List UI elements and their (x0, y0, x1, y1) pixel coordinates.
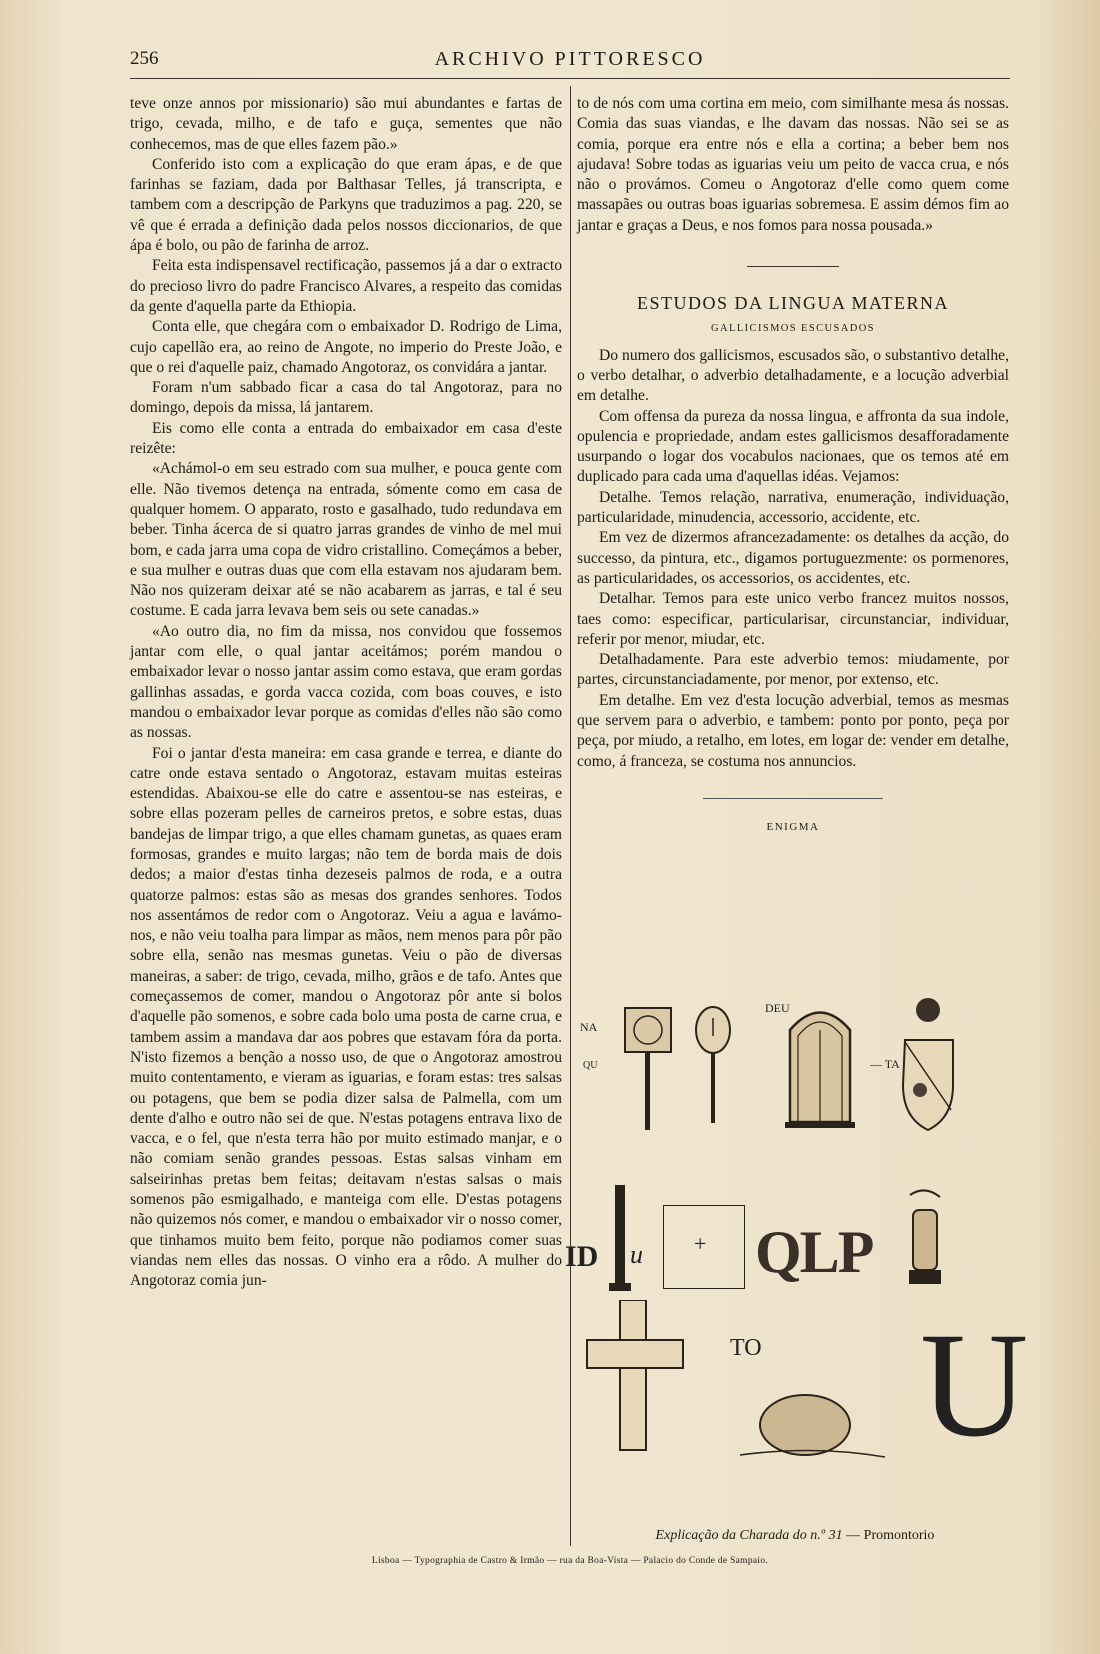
column-icon (615, 1185, 625, 1290)
paragraph: Detalhar. Temos para este unico verbo francez muitos nossos, taes como: especificar, particularisar, circunstanciar, individuar, referir por menor, miudar, etc. (577, 590, 1009, 648)
right-column (577, 94, 1009, 837)
explanation-label: Explicação da Charada do n.º 31 (655, 1528, 843, 1543)
section-subtitle: GALLICISMOS ESCUSADOS (711, 323, 875, 335)
shield-icon (903, 1040, 953, 1130)
paragraph: teve onze annos por missionario) são mui abundantes e fartas de trigo, cevada, milho, e de tafo e guça, sementes que não conhecemos, mas de que elles fazem pão.» (130, 95, 562, 153)
paragraph: Em detalhe. Em vez d'esta locução adverbial, temos as mesmas que servem para o adverbio, e tambem: ponto por ponto, peça por peça, por miudo, a retalho, em lotes, em logar de: vender em detalhe, como, á franceza, se costuma nos annuncios. (577, 691, 1009, 770)
rebus-to: TO (730, 1335, 762, 1361)
paragraph: «Achámol-o em seu estrado com sua mulher, e pouca gente com elle. Não tivemos detença na entrada, sómente como em casa de qualquer homem. O apparato, rosto e gasalhado, tudo redundava em beber. Tinha ácerca de si quatro jarras grandes de vinho de mel mui bom, e cada jarra uma copa de vidro cristallino. Começámos a beber, e sua mulher e outras duas que com ella estavam nos ajudaram bem. Não nos quizeram deixar até se não acabarem as jarras, e tal é seu costume. E cada jarra levava bem seis ou sete canadas.» (130, 460, 562, 620)
explanation-answer: — Promontorio (846, 1528, 935, 1543)
enigma-title: ENIGMA (766, 820, 820, 833)
page-number: 256 (130, 48, 159, 69)
printer-footer: Lisboa — Typographia de Castro & Irmão — rua da Boa-Vista — Palacio do Conde de Sampaio. (371, 1556, 769, 1566)
rebus-lamp-drawing (895, 1185, 955, 1295)
paragraph: Eis como elle conta a entrada do embaixador em casa d'este reizête: (130, 419, 562, 458)
rebus-ta: — TA (870, 1057, 900, 1071)
paragraph: Foi o jantar d'esta maneira: em casa grande e terrea, e diante do catre onde estava sentado o Angotoraz, estavam muitas esteiras estendidas. Abaixou-se elle do catre e assentou-se nas esteiras, e sobre ellas pozeram pelles de carneiros pretos, e sobre estas, duas bandejas de limpar trigo, a que elles chamam gunetas, as quaes eram formosas, grandes e muito largas; não tem de borda mais de dois dedos; a maior d'estas tinha dezeseis palmos de roda, e a outra quatorze palmos: estas são as mesas dos grandes senhores. Todos nos assentámos de redor com o Angotoraz. Veiu a agua e lavámo-nos, e não veiu toalha para limpar as mãos, nem menos para pôr pão sobre ella, senão nas mesmas gunetas. Veiu o pão de diversas maneiras, a saber: de trigo, cevada, milho, grãos e de tafo. Antes que começassemos de comer, mandou o Angotoraz pôr ante si bolos d'aquelle pão somenos, e sobre cada bolo uma posta de carne crua, e tambem assim a mandava dar aos pobres que estavam fóra da porta. N'isto fizemos a benção a nosso uso, de que o Angotoraz amostrou muito contentamento, e vieram as iguarias, e foram estas: tres salsas ou potagens, que bem se podia dizer salsa de Palmella, com um dente d'alho e outro não sei de que. N'estas potagens entrava lixo de vacca, e o fel, que n'esta terra hão por muito estimado manjar, e o não comiam senão grandes pessoas. Estas salsas vinham em salseirinhas pretas bem feitas; deitavam n'estas salsas o mais somenos pão esmigalhado, e manteiga com elle. D'estas potagens não quizemos nós comer, e mandou o embaixador vir o nosso comer, que tinhamos muito bem feito, porque não podiamos comer suas viandas nem elles das nossas. O vinho era a rôdo. A mulher do Angotoraz comia jun- (130, 744, 562, 1290)
crest-head-icon (916, 998, 940, 1022)
signpost-board-icon (625, 1008, 671, 1052)
rebus-plus: + (694, 1231, 707, 1256)
paragraph: Conta elle, que chegára com o embaixador D. Rodrigo de Lima, cujo capellão era, ao reino de Angote, no imperio do Preste João, e que o rei d'aquelle paiz, chamado Angotoraz, os convidára a jantar. (130, 318, 562, 376)
paragraph: to de nós com uma cortina em meio, com similhante mesa ás nossas. Comia das suas viandas, e lhe davam das nossas. Não sei se as comia, porque era entre nós e ella a cortina; a beber bem nos ajudava! Sobre todas as iguarias veiu um peito de vacca crua, e nós não o provámos. Comeu o Angotoraz d'elle como quem come massapães ou outras boas iguarias sobremesa. E assim démos fim ao jantar e graças a Deus, e nos fomos para nossa pousada.» (577, 95, 1009, 234)
paragraph: «Ao outro dia, no fim da missa, nos convidou que fossemos jantar com elle, o qual jantar aceitámos; porém mandou o embaixador levar o nosso jantar assim como estava, que eram gordas gallinhas assadas, e gorda vacca cozida, com boas couves, e isto mandou o embaixador levar porque as comidas d'elles não são como as nossas. (130, 622, 562, 742)
paragraph: Com offensa da pureza da nossa lingua, e affronta da sua indole, opulencia e propriedade, andam estes gallicismos desafforadamente usurpando o logar dos vocabulos nacionaes, que os temos até em duplicado para cada uma d'aquellas idéas. Vejamos: (577, 407, 1009, 486)
cross-icon (620, 1300, 646, 1450)
rebus-na: NA (580, 1020, 598, 1034)
rebus-id: ID (565, 1240, 599, 1273)
lamp-icon (913, 1210, 937, 1270)
rebus-deu: DEU (765, 1001, 790, 1015)
page-header (130, 48, 1010, 78)
dish-icon (760, 1395, 850, 1455)
paragraph: Foram n'um sabbado ficar a casa do tal Angotoraz, para no domingo, depois da missa, lá jantarem. (130, 379, 562, 417)
charade-explanation (580, 1528, 1010, 1544)
rebus-u: u (630, 1240, 643, 1269)
paragraph: Conferido isto com a explicação do que eram ápas, e de que farinhas se faziam, dada por Balthasar Telles, já transcripta, e tambem com a descripção de Parkyns que traduzimos a pag. 220, se vê que é errada a definição dada pelos nossos diccionarios, de que ápa é bolo, ou pão de farinha de arroz. (130, 155, 562, 255)
section-title: ESTUDOS DA LINGUA MATERNA (636, 293, 949, 314)
paragraph: Detalhadamente. Para este adverbio temos: miudamente, por partes, circunstanciadamente, por menor, por extenso, etc. (577, 651, 1009, 689)
rebus-big-u: U (920, 1302, 1029, 1468)
rebus-qu: QU (583, 1060, 598, 1071)
left-column (130, 94, 562, 1292)
enigma-rebus (565, 990, 1029, 1535)
rebus-frame (663, 1205, 745, 1289)
paragraph: Em vez de dizermos afrancezadamente: os detalhes da acção, do successo, da pintura, etc., digamos portuguezmente: os pormenores, as particularidades, os accessorios, os accidentes, etc. (577, 529, 1009, 587)
column-divider (570, 86, 571, 1546)
rebus-row1-drawing (615, 990, 955, 1170)
paragraph: Do numero dos gallicismos, escusados são, o substantivo detalhe, o verbo detalhar, o adverbio detalhadamente, e a locução adverbial em detalhe. (577, 346, 1009, 405)
rebus-cross-drawing (585, 1300, 695, 1455)
paragraph: Feita esta indispensavel rectificação, passemos já a dar o extracto do precioso livro do padre Francisco Alvares, a respeito das comidas da gente d'aquella parte da Ethiopia. (130, 257, 562, 315)
journal-title: ARCHIVO PITTORESCO (434, 48, 706, 70)
right-column-continuation (577, 94, 1009, 236)
paragraph: Detalhe. Temos relação, narrativa, enumeração, individuação, particularidade, minudencia, accessorio, accidente, etc. (577, 488, 1009, 527)
enigma-separator (703, 798, 883, 799)
section-body (577, 346, 1009, 772)
rebus-qlp: QLP (755, 1219, 873, 1285)
header-rule (130, 78, 1010, 79)
rebus-dish-drawing (735, 1385, 895, 1465)
section-separator (747, 266, 839, 267)
